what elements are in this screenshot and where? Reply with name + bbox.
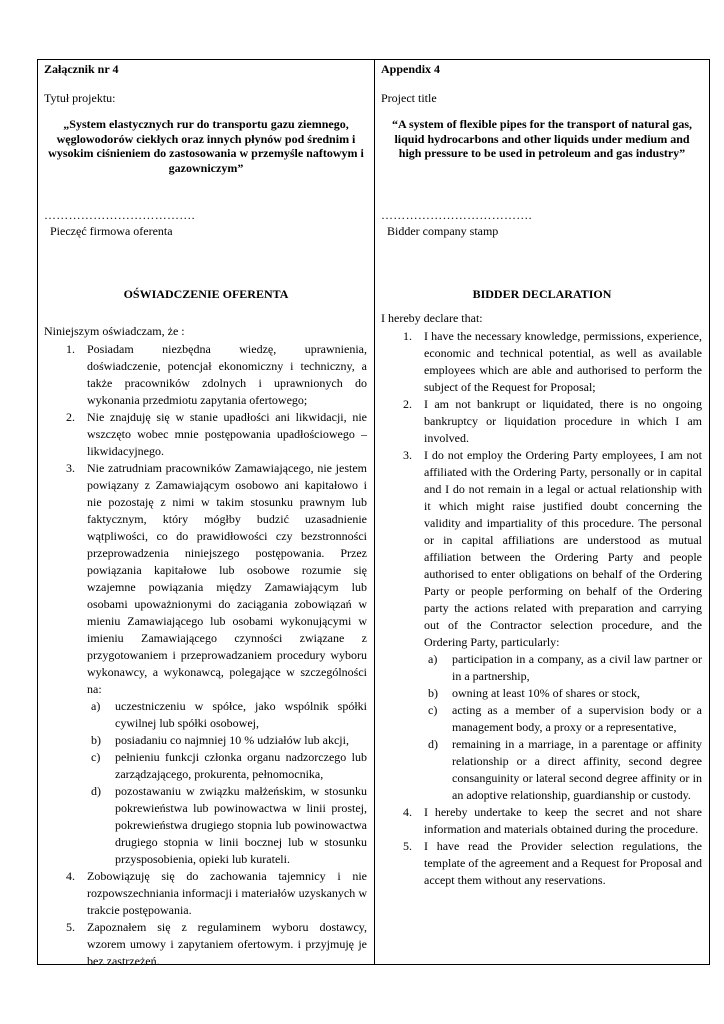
declaration-item (44, 341, 367, 409)
declaration-item (381, 396, 702, 447)
item-number: 3. (403, 448, 412, 462)
declaration-item (381, 447, 702, 804)
declaration-list (44, 341, 367, 970)
sub-letter: d) (91, 784, 101, 798)
project-title-label: Tytuł projektu: (44, 91, 116, 105)
item-number: 2. (403, 397, 412, 411)
appendix-heading: Appendix 4 (381, 62, 441, 76)
sub-text: owning at least 10% of shares or stock, (452, 686, 640, 700)
sub-text: pełnieniu funkcji członka organu nadzorczego lub zarządzającego, prokurenta, pełnomocnika, (115, 750, 367, 781)
polish-column (38, 60, 375, 968)
sub-letter: a) (428, 652, 438, 666)
sub-letter: a) (91, 699, 101, 713)
stamp-dotted-line: ………………………………. (44, 208, 195, 222)
declaration-body (44, 323, 367, 970)
sub-text: uczestniczeniu w spółce, jako wspólnik spółki cywilnej lub spółki osobowej, (115, 699, 367, 730)
sublist-item (424, 651, 702, 685)
affiliation-sublist (87, 698, 367, 868)
item-number: 1. (66, 342, 75, 356)
affiliation-sublist (424, 651, 702, 804)
item-text: I hereby undertake to keep the secret and not share information and materials obtained during the procedure. (424, 805, 702, 836)
declaration-intro: Niniejszym oświadczam, że : (44, 324, 185, 338)
declaration-heading: OŚWIADCZENIE OFERENTA (123, 287, 289, 301)
declaration-item (44, 460, 367, 868)
sub-letter: d) (428, 737, 438, 751)
declaration-intro: I hereby declare that: (381, 311, 483, 325)
bilingual-declaration-table (37, 59, 710, 968)
declaration-item (381, 328, 702, 396)
declaration-body (381, 310, 702, 889)
item-text: Zapoznałem się z regulaminem wyboru dostawcy, wzorem umowy i zapytaniem ofertowym. i przyjmuję je bez zastrzeżeń. (87, 920, 367, 968)
declaration-item (44, 919, 367, 970)
item-number: 5. (66, 920, 75, 934)
declaration-list (381, 328, 702, 889)
sublist-item (424, 685, 702, 702)
stamp-label: Bidder company stamp (387, 224, 499, 238)
item-number: 4. (403, 805, 412, 819)
item-number: 4. (66, 869, 75, 883)
project-title: “A system of flexible pipes for the transport of natural gas, liquid hydrocarbons and other liquids under medium and high pressure to be used in petroleum and gas industry” (391, 117, 693, 160)
project-title: „System elastycznych rur do transportu gazu ziemnego, węglowodorów ciekłych oraz innych płynów pod średnim i wysokim ciśnieniem do zastosowania w przemyśle naftowym i gazowniczym” (48, 117, 364, 175)
item-text: Nie zatrudniam pracowników Zamawiającego, nie jestem powiązany z Zamawiającym osobowo ani kapitałowo i nie pozostaję z nimi w takim stosunku prawnym lub faktycznym, który mógłby budzić uzasadnienie wątpliwości, co do prawidłowości czy bezstronności przeprowadzenia niniejszego postępowania. Przez powiązania kapitałowe lub osobowe rozumie się wzajemne powiązania między Zamawiającym lub osobami upoważnionymi do zaciągania zobowiązań w mieniu Zamawiającego lub osobami wykonującymi w imieniu Zamawiającego czynności związane z przygotowaniem i przeprowadzaniem procedury wyboru wykonawcy, a wykonawcą, polegające w szczególności na: (87, 461, 367, 696)
sublist-item (424, 736, 702, 804)
declaration-item (381, 804, 702, 838)
sublist-item (87, 783, 367, 868)
appendix-heading: Załącznik nr 4 (44, 62, 119, 76)
item-text: Posiadam niezbędna wiedzę, uprawnienia, doświadczenie, potencjał ekonomiczny i techniczny, a także pracowników zdolnych i uprawnionych do wykonania przedmiotu zapytania ofertowego; (87, 342, 367, 407)
item-text: Zobowiązuję się do zachowania tajemnicy i nie rozpowszechniania informacji i materiałów uzyskanych w trakcie postępowania. (87, 869, 367, 917)
sub-letter: b) (91, 733, 101, 747)
sub-text: remaining in a marriage, in a parentage or affinity relationship or a direct affinity, second degree consanguinity or lateral second degree affinity or in an adoptive relationship, guardianship or custody. (452, 737, 702, 802)
sub-letter: c) (428, 703, 438, 717)
item-number: 5. (403, 839, 412, 853)
declaration-item (44, 409, 367, 460)
item-text: I am not bankrupt or liquidated, there is no ongoing bankruptcy or liquidation procedure in which I am involved. (424, 397, 702, 445)
sublist-item (424, 702, 702, 736)
sublist-item (87, 698, 367, 732)
item-text: I do not employ the Ordering Party employees, I am not affiliated with the Ordering Party, personally or in capital and I do not remain in a legal or actual relationship with it which might raise justified doubt concerning the validity and impartiality of this procedure. The personal or in capital affiliations are understood as mutual affiliation between the Ordering Party and people authorised to enter obligations on behalf of the Ordering Party or people performing on behalf of the Ordering party the actions related with preparation and carrying out of the Contractor selection procedure, and the Ordering Party, particularly: (424, 448, 702, 649)
item-text: Nie znajduję się w stanie upadłości ani likwidacji, nie wszczęto wobec mnie postępowania upadłościowego – likwidacyjnego. (87, 410, 367, 458)
item-text: I have read the Provider selection regulations, the template of the agreement and a Request for Proposal and accept them without any reservations. (424, 839, 702, 887)
sublist-item (87, 749, 367, 783)
sub-letter: c) (91, 750, 101, 764)
project-title-label: Project title (381, 91, 437, 105)
item-text: I have the necessary knowledge, permissions, experience, economic and technical potential, as well as available employees which are able and authorised to perform the subject of the Request for Proposal; (424, 329, 702, 394)
declaration-heading: BIDDER DECLARATION (472, 287, 612, 301)
sublist-item (87, 732, 367, 749)
english-column (375, 60, 709, 964)
declaration-item (381, 838, 702, 889)
declaration-item (44, 868, 367, 919)
item-number: 2. (66, 410, 75, 424)
sub-text: participation in a company, as a civil law partner or in a partnership, (452, 652, 702, 683)
item-number: 3. (66, 461, 75, 475)
item-number: 1. (403, 329, 412, 343)
stamp-label: Pieczęć firmowa oferenta (50, 224, 173, 238)
stamp-dotted-line: ………………………………. (381, 208, 532, 222)
sub-text: pozostawaniu w związku małżeńskim, w stosunku pokrewieństwa lub powinowactwa w linii prostej, pokrewieństwa drugiego stopnia lub powinowactwa drugiego stopnia w linii bocznej lub w stosunku przysposobienia, opieki lub kurateli. (115, 784, 367, 866)
sub-letter: b) (428, 686, 438, 700)
sub-text: posiadaniu co najmniej 10 % udziałów lub akcji, (115, 733, 349, 747)
sub-text: acting as a member of a supervision body or a management body, a proxy or a representative, (452, 703, 702, 734)
